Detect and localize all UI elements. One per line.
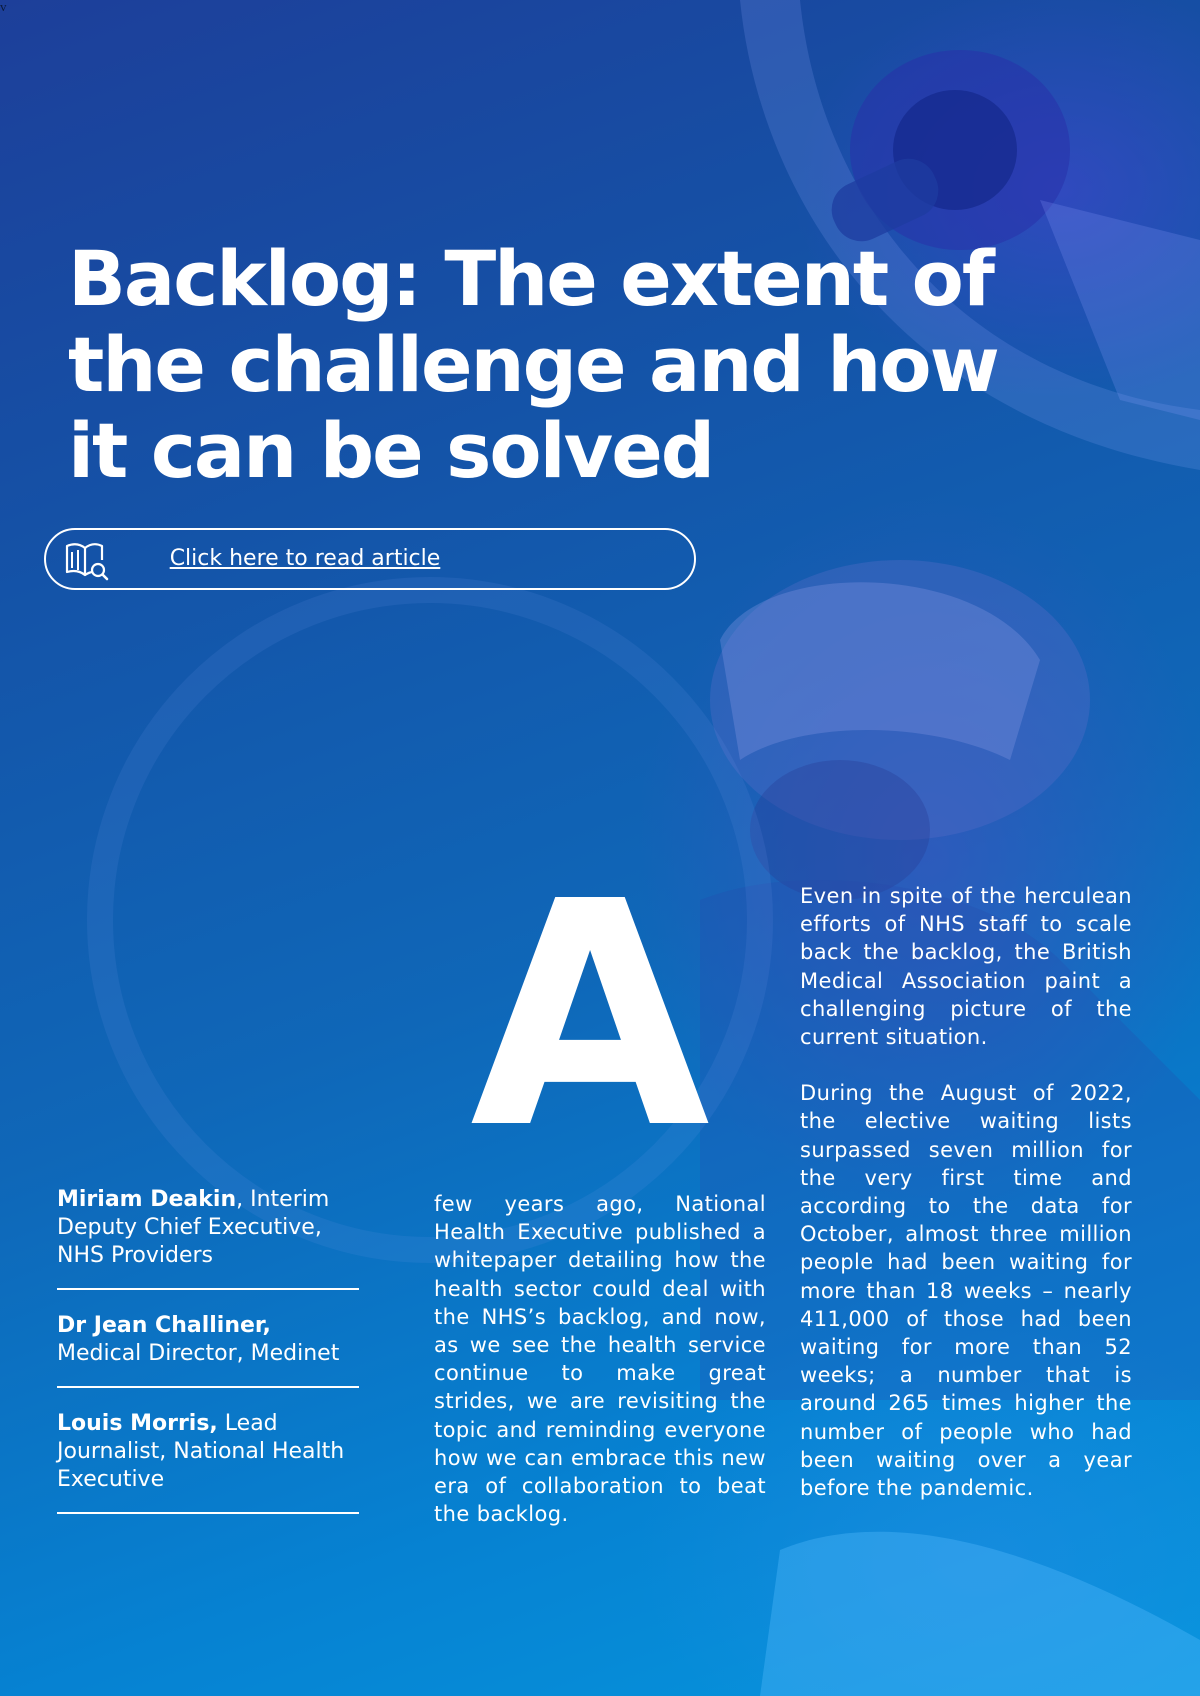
body-column-left: few years ago, National Health Executive published a whitepaper detailing how the health sector could deal with the NHS’s backlog, and now, as we see the health service continue to make great strides, we are revisiting the topic and reminding everyone how we can embrace this new era of collaboration to beat the backlog. [434, 1192, 766, 1527]
author-entry [57, 1312, 359, 1388]
read-article-button[interactable] [44, 528, 696, 590]
author-list [57, 1186, 359, 1536]
body-column-right [800, 882, 1132, 1530]
author-role: , Interim Deputy Chief Executive, NHS Providers [57, 1187, 330, 1268]
author-role: Lead Journalist, National Health Executive [57, 1411, 345, 1492]
author-entry [57, 1186, 359, 1290]
page-title: Backlog: The extent of the challenge and how it can be solved [68, 234, 998, 495]
author-entry [57, 1410, 359, 1514]
body-paragraph: During the August of 2022, the elective waiting lists surpassed seven million for the very first time and according to the data for October, almost three million people had been waiting for more than 18 weeks – nearly 411,000 of those had been waiting for more than 52 weeks; a number that is around 265 times higher the number of people who had been waiting over a year before the pandemic. [800, 1081, 1132, 1501]
body-paragraph: Even in spite of the herculean efforts of NHS staff to scale back the backlog, the British Medical Association paint a challenging picture of the current situation. [800, 884, 1132, 1050]
author-role: Medical Director, Medinet [57, 1341, 340, 1366]
author-name: Miriam Deakin [57, 1187, 237, 1212]
corner-mark: v [0, 0, 7, 14]
drop-cap: A [470, 836, 710, 1197]
read-article-link[interactable]: Click here to read article [169, 546, 441, 571]
author-name: Louis Morris, [57, 1411, 218, 1436]
author-name: Dr Jean Challiner, [57, 1313, 271, 1338]
